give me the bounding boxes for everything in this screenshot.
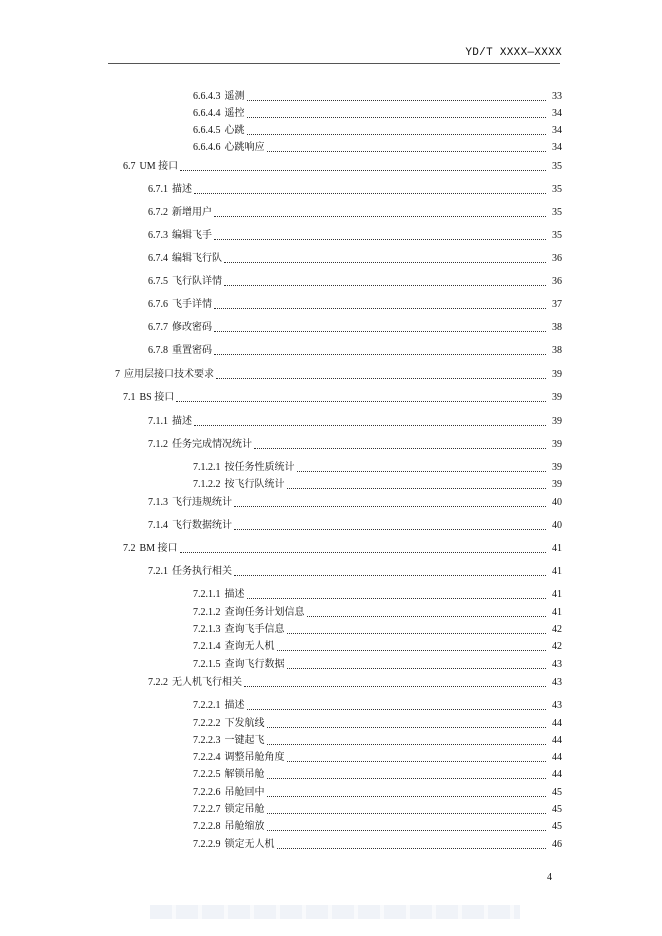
- toc-leader-dots: [176, 392, 546, 402]
- toc-entry[interactable]: [115, 366, 562, 381]
- toc-entry-page: 39: [552, 416, 562, 427]
- page-number: 4: [547, 872, 552, 883]
- toc-entry[interactable]: [193, 732, 562, 747]
- toc-entry-page: 44: [552, 769, 562, 780]
- toc-entry-page: 38: [552, 322, 562, 333]
- toc-entry[interactable]: [148, 250, 562, 265]
- toc-entry[interactable]: [148, 413, 562, 428]
- toc-entry[interactable]: [148, 296, 562, 311]
- toc-entry-title: 任务完成情况统计: [172, 439, 252, 450]
- toc-entry-number: 7.2.2.7: [193, 804, 221, 815]
- toc-entry[interactable]: [148, 517, 562, 532]
- toc-entry-title: 飞行违规统计: [172, 497, 232, 508]
- toc-entry-page: 41: [552, 543, 562, 554]
- toc-leader-dots: [307, 607, 547, 617]
- toc-leader-dots: [247, 589, 547, 599]
- toc-entry-number: 6.7.4: [148, 253, 168, 264]
- toc-entry-title: 心跳: [224, 125, 245, 136]
- toc-entry[interactable]: [148, 181, 562, 196]
- toc-leader-dots: [267, 787, 547, 797]
- toc-entry-number: 7.1: [123, 392, 136, 403]
- toc-leader-dots: [287, 659, 547, 669]
- toc-entry-page: 35: [552, 207, 562, 218]
- toc-entry-page: 41: [552, 566, 562, 577]
- toc-entry-number: 6.7.6: [148, 299, 168, 310]
- toc-entry-title: 心跳响应: [224, 142, 265, 153]
- toc-entry-page: 44: [552, 752, 562, 763]
- toc-entry[interactable]: [123, 540, 562, 555]
- toc-leader-dots: [214, 230, 546, 240]
- toc-entry-page: 35: [552, 161, 562, 172]
- toc-entry-title: 编辑飞行队: [172, 253, 222, 264]
- toc-entry-page: 39: [552, 392, 562, 403]
- toc-entry-title: 编辑飞手: [172, 230, 212, 241]
- toc-entry-page: 40: [552, 497, 562, 508]
- toc-entry-page: 35: [552, 230, 562, 241]
- toc-entry[interactable]: [193, 818, 562, 833]
- toc-entry-number: 7.2.1: [148, 566, 168, 577]
- toc-entry[interactable]: [193, 139, 562, 154]
- toc-entry[interactable]: [193, 621, 562, 636]
- toc-entry[interactable]: [193, 697, 562, 712]
- toc-leader-dots: [287, 752, 547, 762]
- toc-leader-dots: [244, 677, 546, 687]
- toc-entry-title: BM 接口: [139, 543, 178, 554]
- toc-entry[interactable]: [193, 801, 562, 816]
- toc-entry-title: 吊舱回中: [224, 787, 265, 798]
- toc-entry[interactable]: [193, 749, 562, 764]
- toc-leader-dots: [234, 497, 546, 507]
- toc-entry[interactable]: [148, 563, 562, 578]
- toc-entry-page: 43: [552, 659, 562, 670]
- toc-entry-title: 查询飞行数据: [224, 659, 285, 670]
- toc-entry-title: 描述: [224, 700, 245, 711]
- toc-leader-dots: [234, 520, 546, 530]
- toc-leader-dots: [254, 439, 546, 449]
- toc-entry[interactable]: [193, 88, 562, 103]
- toc-entry-page: 34: [552, 108, 562, 119]
- toc-entry-number: 7: [115, 369, 120, 380]
- toc-entry-title: 描述: [224, 589, 245, 600]
- toc-leader-dots: [214, 299, 546, 309]
- toc-entry-page: 41: [552, 589, 562, 600]
- toc-entry-number: 7.2.2.6: [193, 787, 221, 798]
- toc-entry-page: 39: [552, 439, 562, 450]
- toc-entry-title: 查询任务计划信息: [224, 607, 305, 618]
- toc-leader-dots: [247, 91, 547, 101]
- toc-entry-page: 45: [552, 804, 562, 815]
- toc-entry[interactable]: [193, 638, 562, 653]
- toc-entry-title: 锁定无人机: [224, 839, 275, 850]
- toc-entry-title: 遥控: [224, 108, 245, 119]
- toc-leader-dots: [287, 624, 547, 634]
- toc-entry-number: 7.2.1.3: [193, 624, 221, 635]
- toc-entry[interactable]: [148, 227, 562, 242]
- toc-entry-title: 调整吊舱角度: [224, 752, 285, 763]
- toc-entry[interactable]: [148, 319, 562, 334]
- toc-entry-title: 任务执行相关: [172, 566, 232, 577]
- toc-entry-number: 7.1.2.1: [193, 462, 221, 473]
- toc-leader-dots: [267, 804, 547, 814]
- toc-entry[interactable]: [193, 476, 562, 491]
- toc-entry-page: 34: [552, 125, 562, 136]
- toc-leader-dots: [287, 479, 547, 489]
- toc-entry-page: 35: [552, 184, 562, 195]
- toc-entry[interactable]: [193, 784, 562, 799]
- toc-entry-page: 40: [552, 520, 562, 531]
- toc-entry-title: 新增用户: [172, 207, 212, 218]
- toc-entry[interactable]: [148, 494, 562, 509]
- toc-entry-title: 重置密码: [172, 345, 212, 356]
- toc-entry-page: 42: [552, 641, 562, 652]
- toc-entry-page: 44: [552, 735, 562, 746]
- toc-entry[interactable]: [148, 436, 562, 451]
- toc-entry-title: 飞行队详情: [172, 276, 222, 287]
- toc-leader-dots: [267, 821, 547, 831]
- toc-entry-title: BS 接口: [139, 392, 175, 403]
- page-header: YD/T XXXX—XXXX: [465, 47, 562, 59]
- toc-entry[interactable]: [148, 674, 562, 689]
- toc-entry-page: 46: [552, 839, 562, 850]
- toc-entry-title: 修改密码: [172, 322, 212, 333]
- toc-entry-title: 查询飞手信息: [224, 624, 285, 635]
- toc-entry[interactable]: [193, 122, 562, 137]
- toc-leader-dots: [214, 207, 546, 217]
- toc-entry-title: 按飞行队统计: [224, 479, 285, 490]
- toc-entry-title: 飞行数据统计: [172, 520, 232, 531]
- toc-leader-dots: [277, 641, 547, 651]
- toc-leader-dots: [194, 184, 546, 194]
- toc-entry-number: 7.2: [123, 543, 136, 554]
- toc-entry[interactable]: [123, 158, 562, 173]
- toc-entry-number: 6.7.3: [148, 230, 168, 241]
- toc-entry[interactable]: [123, 389, 562, 404]
- toc-entry-number: 7.2.2: [148, 677, 168, 688]
- toc-entry-title: 无人机飞行相关: [172, 677, 242, 688]
- toc-entry-number: 7.2.2.3: [193, 735, 221, 746]
- toc-entry-number: 7.1.1: [148, 416, 168, 427]
- toc-entry-title: 一键起飞: [224, 735, 265, 746]
- toc-entry[interactable]: [148, 204, 562, 219]
- toc-entry[interactable]: [193, 105, 562, 120]
- toc-entry-number: 6.7.7: [148, 322, 168, 333]
- toc-leader-dots: [247, 108, 547, 118]
- toc-entry-title: 描述: [172, 184, 192, 195]
- toc-entry-number: 7.2.2.5: [193, 769, 221, 780]
- toc-entry-number: 7.1.2: [148, 439, 168, 450]
- toc-entry-title: 遥测: [224, 91, 245, 102]
- toc-leader-dots: [267, 735, 547, 745]
- toc-entry-page: 37: [552, 299, 562, 310]
- toc-entry-title: 锁定吊舱: [224, 804, 265, 815]
- toc-entry-title: 查询无人机: [224, 641, 275, 652]
- toc-entry[interactable]: [193, 715, 562, 730]
- toc-entry-page: 36: [552, 276, 562, 287]
- toc-leader-dots: [216, 369, 546, 379]
- footer-watermark: [150, 905, 520, 919]
- toc-leader-dots: [267, 718, 547, 728]
- toc-leader-dots: [194, 416, 546, 426]
- toc-entry[interactable]: [193, 836, 562, 851]
- toc-entry-page: 45: [552, 821, 562, 832]
- toc-leader-dots: [247, 125, 547, 135]
- toc-entry-number: 6.6.4.5: [193, 125, 221, 136]
- toc-entry-title: 解锁吊舱: [224, 769, 265, 780]
- toc-entry-number: 6.7.5: [148, 276, 168, 287]
- header-rule: [108, 63, 560, 64]
- toc-entry-title: UM 接口: [139, 161, 179, 172]
- toc-entry-number: 6.6.4.6: [193, 142, 221, 153]
- toc-entry-number: 7.2.2.2: [193, 718, 221, 729]
- toc-leader-dots: [224, 276, 546, 286]
- toc-entry-page: 39: [552, 462, 562, 473]
- toc-entry-title: 应用层接口技术要求: [124, 369, 214, 380]
- toc-entry-number: 7.2.1.1: [193, 589, 221, 600]
- toc-entry-title: 按任务性质统计: [224, 462, 295, 473]
- toc-leader-dots: [267, 142, 547, 152]
- toc-entry-number: 7.2.2.1: [193, 700, 221, 711]
- toc-entry-title: 飞手详情: [172, 299, 212, 310]
- toc-entry-number: 6.6.4.4: [193, 108, 221, 119]
- toc-entry-number: 6.6.4.3: [193, 91, 221, 102]
- toc-entry-number: 6.7.2: [148, 207, 168, 218]
- toc-entry[interactable]: [148, 342, 562, 357]
- toc-leader-dots: [267, 769, 547, 779]
- toc-leader-dots: [297, 462, 547, 472]
- toc-entry-page: 41: [552, 607, 562, 618]
- toc-entry-page: 43: [552, 700, 562, 711]
- toc-entry-page: 44: [552, 718, 562, 729]
- toc-leader-dots: [277, 839, 547, 849]
- toc-entry[interactable]: [193, 459, 562, 474]
- toc-entry-title: 下发航线: [224, 718, 265, 729]
- toc-leader-dots: [224, 253, 546, 263]
- toc-leader-dots: [247, 700, 547, 710]
- toc-entry-page: 43: [552, 677, 562, 688]
- toc-entry-title: 描述: [172, 416, 192, 427]
- toc-entry[interactable]: [193, 604, 562, 619]
- toc-entry-title: 吊舱缩放: [224, 821, 265, 832]
- toc-leader-dots: [214, 322, 546, 332]
- toc-entry[interactable]: [193, 586, 562, 601]
- toc-entry-page: 34: [552, 142, 562, 153]
- toc-entry-number: 7.2.1.4: [193, 641, 221, 652]
- toc-leader-dots: [180, 161, 546, 171]
- toc-entry-number: 7.2.1.2: [193, 607, 221, 618]
- toc-entry-page: 36: [552, 253, 562, 264]
- toc-entry-number: 6.7.8: [148, 345, 168, 356]
- toc-entry-number: 7.2.1.5: [193, 659, 221, 670]
- toc-entry-number: 7.1.2.2: [193, 479, 221, 490]
- toc-entry-page: 45: [552, 787, 562, 798]
- toc-entry[interactable]: [148, 273, 562, 288]
- toc-entry-number: 7.2.2.9: [193, 839, 221, 850]
- toc-entry-number: 6.7.1: [148, 184, 168, 195]
- toc-entry-number: 7.1.3: [148, 497, 168, 508]
- toc-entry-number: 7.2.2.8: [193, 821, 221, 832]
- toc-leader-dots: [234, 566, 546, 576]
- toc-leader-dots: [180, 543, 546, 553]
- toc-leader-dots: [214, 345, 546, 355]
- toc-entry-number: 7.1.4: [148, 520, 168, 531]
- toc-entry-page: 38: [552, 345, 562, 356]
- toc-entry[interactable]: [193, 656, 562, 671]
- toc-entry-page: 33: [552, 91, 562, 102]
- toc-entry-page: 39: [552, 479, 562, 490]
- toc-entry[interactable]: [193, 766, 562, 781]
- toc-entry-number: 6.7: [123, 161, 136, 172]
- toc-entry-page: 39: [552, 369, 562, 380]
- toc-entry-page: 42: [552, 624, 562, 635]
- toc-entry-number: 7.2.2.4: [193, 752, 221, 763]
